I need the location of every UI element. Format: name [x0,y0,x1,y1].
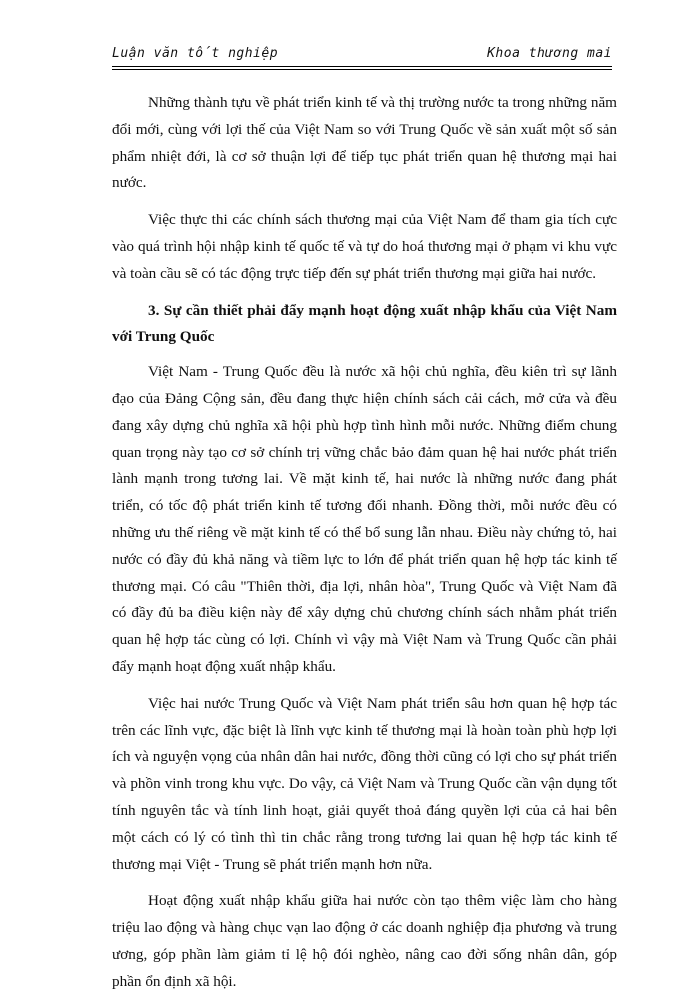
page-header [112,40,612,66]
body-paragraph: Việt Nam - Trung Quốc đều là nước xã hội chủ nghĩa, đều kiên trì sự lãnh đạo của Đảng Cộng sản, đều đang thực hiện chính sách cải cách, mở cửa và đều đang xây dựng chủ nghĩa xã hội phù hợp tình hình mỗi nước. Những điểm chung quan trọng này tạo cơ sở chính trị vững chắc bảo đảm quan hệ hai nước phát triển lành mạnh trong tương lai. Về mặt kinh tế, hai nước là những nước đang phát triển, có tốc độ phát triển kinh tế tương đối nhanh. Đồng thời, mỗi nước đều có những ưu thế riêng về mặt kinh tế có thể bổ sung lẫn nhau. Điều này chứng tỏ, hai nước có đầy đủ khả năng và tiềm lực to lớn để phát triển quan hệ hợp tác kinh tế thương mại. Có câu "Thiên thời, địa lợi, nhân hòa", Trung Quốc và Việt Nam đã có đầy đủ ba điều kiện này để xây dựng chủ chương chính sách nhằm phát triển quan hệ hợp tác cùng có lợi. Chính vì vậy mà Việt Nam và Trung Quốc cần phải đẩy mạnh hoạt động xuất nhập khẩu. [112,363,617,675]
header-thesis-title: Luận văn tốt nghiệp [112,46,279,61]
header-divider [112,66,612,67]
body-paragraph: Những thành tựu về phát triển kinh tế và thị trường nước ta trong những năm đổi mới, cùng với lợi thế của Việt Nam so với Trung Quốc về sản xuất một số sản phẩm nhiệt đới, là cơ sở thuận lợi để tiếp tục phát triển quan hệ thương mại hai nước. [112,94,617,192]
section-heading: 3. Sự cần thiết phải đẩy mạnh hoạt động xuất nhập khẩu của Việt Nam với Trung Quốc [112,301,617,346]
document-body [112,90,617,1006]
body-paragraph: Việc hai nước Trung Quốc và Việt Nam phát triển sâu hơn quan hệ hợp tác trên các lĩnh vực, đặc biệt là lĩnh vực kinh tế thương mại là hoàn toàn phù hợp lợi ích và nguyện vọng của nhân dân hai nước, đồng thời cũng có lợi cho sự phát triển và phồn vinh trong khu vực. Do vậy, cả Việt Nam và Trung Quốc cần vận dụng tốt tính nguyên tắc và tính linh hoạt, giải quyết thoả đáng quyền lợi của cả hai bên một cách có lý có tình thì tin chắc rằng trong tương lai quan hệ hợp tác kinh tế thương mại Việt - Trung sẽ phát triển mạnh hơn nữa. [112,694,617,873]
header-faculty-name: Khoa thương mai [487,46,612,61]
header-divider-thin [112,69,612,70]
body-paragraph: Hoạt động xuất nhập khẩu giữa hai nước còn tạo thêm việc làm cho hàng triệu lao động và hàng chục vạn lao động ở các doanh nghiệp địa phương và trung ương, góp phần làm giảm tỉ lệ hộ đói nghèo, nâng cao đời sống nhân dân, góp phần ổn định xã hội. [112,892,617,990]
body-paragraph: Việc thực thi các chính sách thương mại của Việt Nam để tham gia tích cực vào quá trình hội nhập kinh tế quốc tế và tự do hoá thương mại ở phạm vi khu vực và toàn cầu sẽ có tác động trực tiếp đến sự phát triển thương mại giữa hai nước. [112,211,617,282]
